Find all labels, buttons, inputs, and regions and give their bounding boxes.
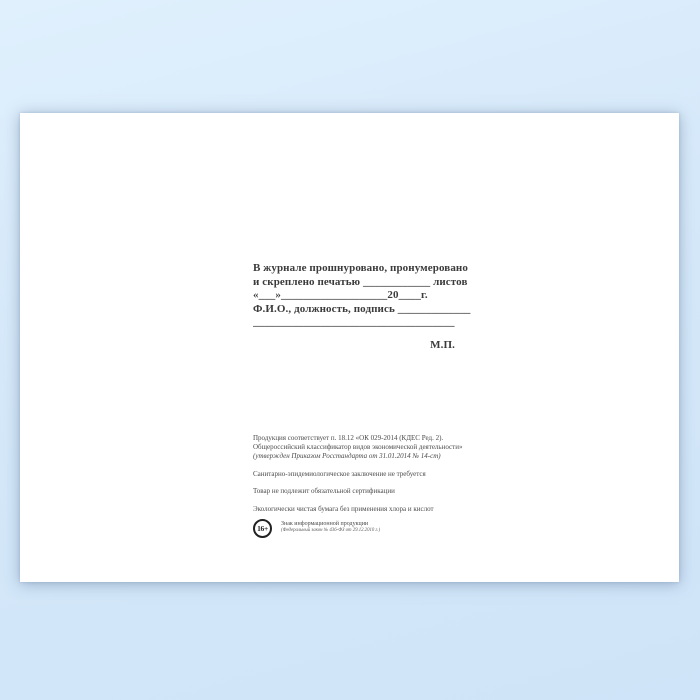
lacing-line-4: Ф.И.О., должность, подпись _____________ bbox=[253, 302, 471, 315]
okved-line-1: Продукция соответствует п. 18.12 «ОК 029-2014 (КДЕС Ред. 2). bbox=[253, 434, 444, 442]
lacing-line-2: и скреплено печатью ____________ листов bbox=[253, 275, 468, 288]
okved-line-3: (утвержден Приказом Росстандарта от 31.01.2014 № 14-ст) bbox=[253, 452, 441, 460]
lacing-certification-block bbox=[253, 262, 471, 352]
lacing-line-1: В журнале прошнуровано, пронумеровано bbox=[253, 262, 468, 274]
age-rating-16plus-icon: 16+ bbox=[253, 519, 272, 538]
compliance-info-block bbox=[253, 434, 493, 538]
age-mark-title: Знак информационной продукции bbox=[281, 520, 369, 527]
stamp-place-abbr: М.П. bbox=[430, 338, 455, 351]
lacing-line-3: «___»___________________20____г. bbox=[253, 289, 428, 301]
sanitary-statement: Санитарно-эпидемиологическое заключение не требуется bbox=[253, 469, 426, 478]
journal-back-page bbox=[20, 113, 679, 582]
okved-line-2: Общероссийский классификатор видов экономической деятельности» bbox=[253, 443, 463, 451]
signature-rule-line: ____________________________________ bbox=[253, 316, 455, 328]
age-mark-text bbox=[281, 519, 380, 534]
age-mark-law-reference: (Федеральный закон № 436-ФЗ от 29.12.2010 г.) bbox=[281, 527, 381, 533]
age-mark-row bbox=[253, 519, 493, 538]
certification-statement: Товар не подлежит обязательной сертификации bbox=[253, 487, 395, 495]
eco-paper-statement: Экологически чистая бумага без применения хлора и кислот bbox=[253, 504, 434, 513]
